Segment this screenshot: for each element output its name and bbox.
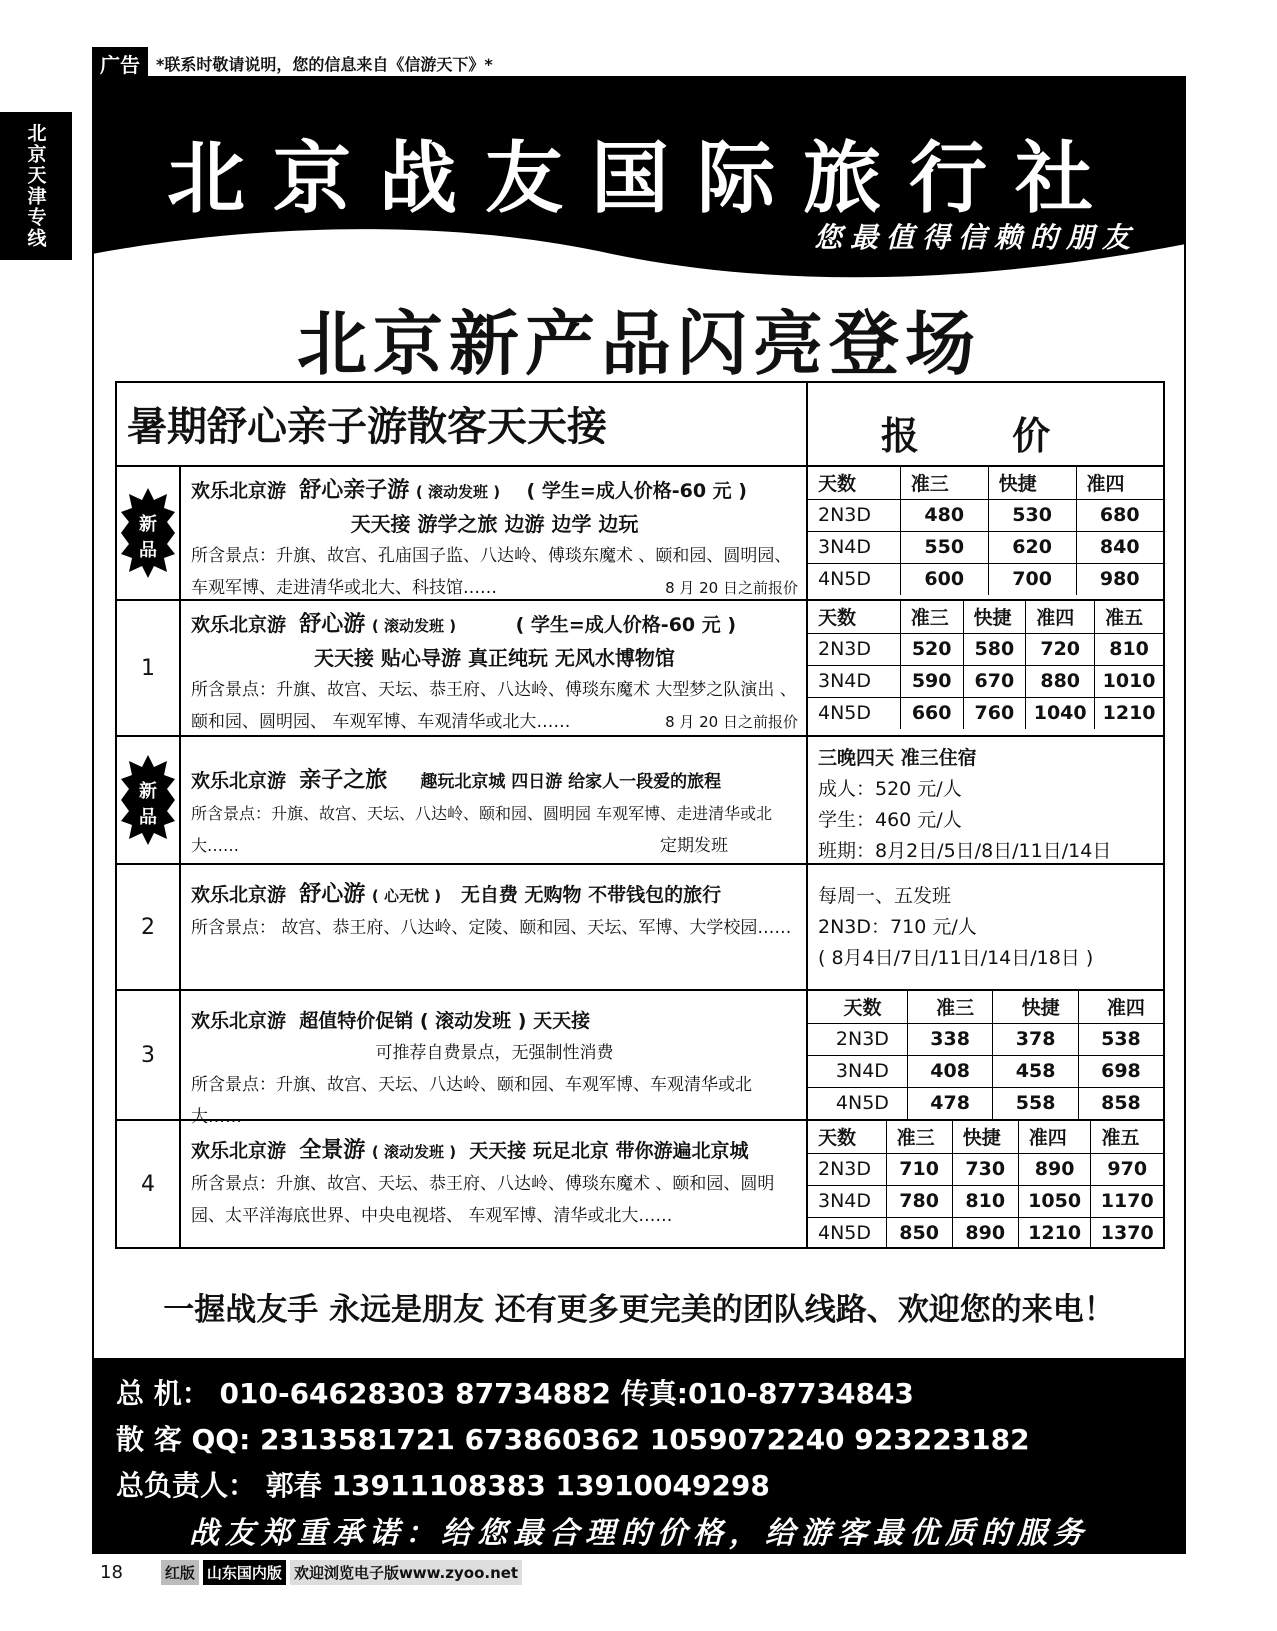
footer: [100, 1560, 522, 1585]
row-badge: 4: [117, 1121, 181, 1247]
row-title: 欢乐北京游 舒心游 ( 滚动发班 ) ( 学生=成人价格-60 元 ): [191, 612, 737, 637]
price-table: 天数 准三 快捷 准四 准五 2N3D 520 580 720 810 3N4D 590 670 880 1010 4N5D 660 760 1040 1210: [808, 601, 1163, 729]
row-spots: 所含景点：升旗、故宫、天坛、恭王府、八达岭、傅琰东魔术 、颐和园、圆明园、太平洋海底世界、中央电视塔、 车观军博、清华或北大……: [191, 1174, 775, 1226]
price-table: 天数 准三 快捷 准四 准五 2N3D 710 730 890 970 3N4D 780 810 1050 1170 4N5D 850 890 1210 1370: [808, 1121, 1163, 1249]
row-title: 欢乐北京游 舒心亲子游 ( 滚动发班 ) ( 学生=成人价格-60 元 ): [191, 478, 747, 503]
phone-line: 总 机： 010-64628303 87734882 传真:010-87734843: [116, 1377, 914, 1410]
new-product-burst-icon: [121, 488, 175, 578]
table-row: [117, 865, 1163, 991]
section-title: 暑期舒心亲子游散客天天接: [117, 383, 808, 465]
table-row: [117, 601, 1163, 737]
row-desc: [181, 467, 808, 599]
row-title: 欢乐北京游 超值特价促销 ( 滚动发班 ) 天天接: [191, 1010, 591, 1032]
product-table: [115, 381, 1165, 1249]
table-title-row: [117, 383, 1163, 467]
row-badge: [117, 467, 181, 599]
row-spots: 所含景点：升旗、故宫、天坛、八达岭、颐和园、圆明园 车观军博、走进清华或北大…… 定期发班: [191, 798, 798, 862]
page-number: 18: [100, 1562, 123, 1583]
row-desc: [181, 1121, 808, 1247]
qq-line: 散 客 QQ: 2313581721 673860362 1059072240 923223182: [116, 1423, 1030, 1456]
region-tag: 山东国内版: [203, 1560, 286, 1585]
top-note-text: *联系时敬请说明，您的信息来自《信游天下》*: [156, 54, 493, 74]
date-note: 8 月 20 日之前报价: [665, 579, 798, 597]
contact-block: [92, 1358, 1186, 1554]
side-tab-label: 北京天津专线: [24, 123, 47, 249]
price-cell: [808, 1121, 1163, 1247]
ad-badge: 广告: [92, 47, 148, 80]
row-desc: [181, 737, 808, 863]
price-table: 天数 准三 快捷 准四 2N3D 338 378 538 3N4D 408 458 698 4N5D 478 558 858: [808, 991, 1163, 1119]
side-tab: [0, 112, 72, 260]
row-spots: 所含景点：升旗、故宫、孔庙国子监、八达岭、傅琰东魔术 、颐和园、圆明园、 车观军博、走进清华或北大、科技馆…… 8 月 20 日之前报价: [191, 540, 798, 604]
price-cell: [808, 991, 1163, 1119]
website-link[interactable]: 欢迎浏览电子版www.zyoo.net: [290, 1560, 522, 1585]
row-spots: 所含景点：升旗、故宫、天坛、八达岭、颐和园、车观军博、车观清华或北大……: [191, 1075, 752, 1127]
row-badge: 2: [117, 865, 181, 989]
new-product-burst-icon: [121, 755, 175, 845]
row-title: 欢乐北京游 舒心游 ( 心无忧 ) 无自费 无购物 不带钱包的旅行: [191, 882, 722, 907]
info-box: 每周一、五发班 2N3D：710 元/人 ( 8月4日/7日/11日/14日/18日 ): [818, 885, 1094, 969]
price-cell: [808, 737, 1163, 863]
price-title: 报 价: [880, 414, 1091, 458]
burst-text: 新 品: [139, 781, 157, 828]
manager-line: 总负责人： 郭春 13911108383 13910049298: [116, 1469, 770, 1502]
row-badge: 1: [117, 601, 181, 735]
header-banner: [92, 76, 1186, 286]
price-cell: [808, 467, 1163, 599]
row-title: 欢乐北京游 亲子之旅 趣玩北京城 四日游 给家人一段爱的旅程: [191, 768, 722, 793]
row-badge: [117, 737, 181, 863]
table-row: [117, 991, 1163, 1127]
date-note: 定期发班: [660, 836, 728, 856]
date-note: 8 月 20 日之前报价: [665, 713, 798, 731]
table-row: [117, 737, 1163, 865]
company-name: 北京战友国际旅行社: [166, 134, 1121, 224]
price-cell: [808, 865, 1163, 989]
row-spots: 所含景点：升旗、故宫、天坛、恭王府、八达岭、傅琰东魔术 大型梦之队演出 、颐和园、圆明园、 车观军博、车观清华或北大…… 8 月 20 日之前报价: [191, 674, 798, 738]
closing-slogan: 一握战友手 永远是朋友 还有更多更完美的团队线路、欢迎您的来电！: [163, 1292, 1115, 1328]
row-highlight: 可推荐自费景点，无强制性消费: [375, 1043, 614, 1063]
table-row: [117, 467, 1163, 601]
row-highlight: 天天接 游学之旅 边游 边学 边玩: [350, 512, 639, 536]
edition-tag: 红版: [161, 1560, 199, 1585]
price-table: 天数 准三 快捷 准四 2N3D 480 530 680 3N4D 550 620 840 4N5D 600 700 980: [808, 467, 1163, 595]
row-badge: 3: [117, 991, 181, 1119]
info-box: 三晚四天 准三住宿 成人：520 元/人 学生：460 元/人 班期：8月2日/5日/8日/11日/14日: [818, 747, 1112, 862]
slogan: 您最值得信赖的朋友: [813, 221, 1138, 254]
row-highlight: 天天接 贴心导游 真正纯玩 无风水博物馆: [314, 646, 675, 670]
top-note: [92, 48, 493, 78]
burst-text: 新 品: [139, 514, 157, 561]
row-desc: [181, 865, 808, 989]
row-desc: [181, 991, 808, 1127]
headline: 北京新产品闪亮登场: [297, 303, 981, 385]
table-row: [117, 1121, 1163, 1247]
price-cell: [808, 601, 1163, 735]
row-spots: 所含景点： 故宫、恭王府、八达岭、定陵、颐和园、天坛、军博、大学校园……: [191, 918, 792, 938]
commitment: 战友郑重承诺：给您最合理的价格，给游客最优质的服务: [189, 1516, 1089, 1551]
row-title: 欢乐北京游 全景游 ( 滚动发班 ) 天天接 玩足北京 带你游遍北京城: [191, 1138, 749, 1163]
row-desc: [181, 601, 808, 735]
